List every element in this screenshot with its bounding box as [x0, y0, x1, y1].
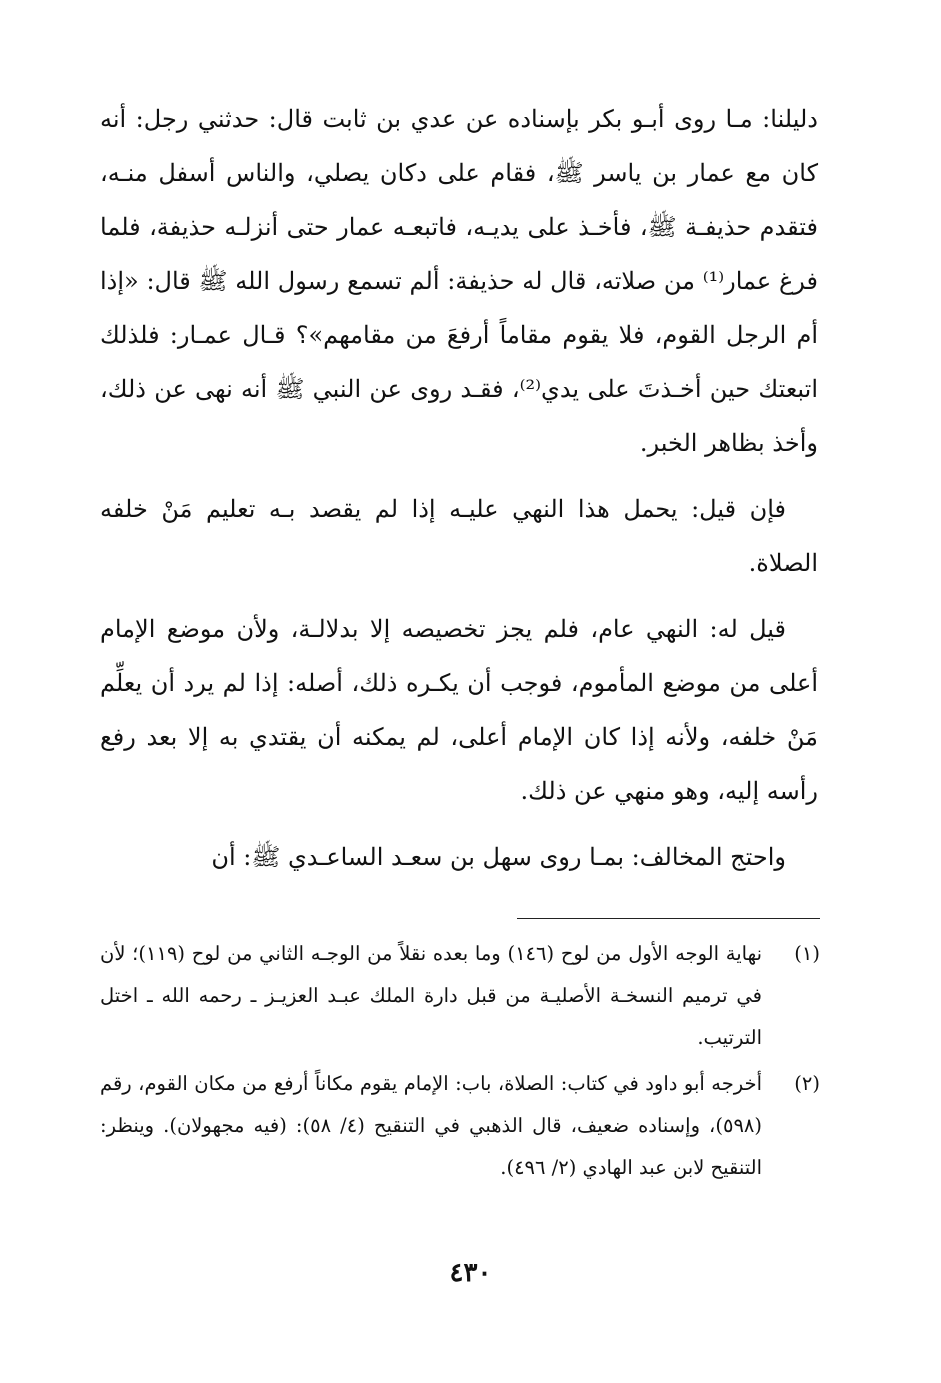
paragraph-evidence: دليلنا: مـا روى أبـو بكر بإسناده عن عدي بن ثابت قال: حدثني رجل: أنه كان مع عمار بن ياسر ﷺ، فقام على دكان يصلي، والناس أسفل منـه، فتقدم حذيفـة ﷺ، فأخـذ على يديـه، فاتبعـه عمار حتى أنزلـه حذيفة، فلما فرغ عمار⁽¹⁾ من صلاته، قال له حذيفة: ألم تسمع رسول الله ﷺ قال: «إذا أم الرجل القوم، فلا يقوم مقاماً أرفعَ من مقامهم»؟ قـال عمـار: فلذلك اتبعتك حين أخـذتَ على يدي⁽²⁾، فقـد روى عن النبي ﷺ أنه نهى عن ذلك، وأخذ بظاهر الخبر.	[100, 105, 819, 457]
footnote-number: (١)	[794, 942, 820, 965]
paragraph-reply: قيل له: النهي عام، فلم يجز تخصيصه إلا بدلالـة، ولأن موضع الإمام أعلى من موضع المأموم، فوجب أن يكـره ذلك، أصله: إذا لم يرد أن يعلِّم مَنْ خلفه، ولأنه إذا كان الإمام أعلى، لم يمكنه أن يقتدي به إلا بعد رفع رأسه إليه، وهو منهي عن ذلك.	[100, 615, 818, 805]
footnote-text: أخرجه أبو داود في كتاب: الصلاة، باب: الإمام يقوم مكاناً أرفع من مكان القوم، رقم (٥٩٨)، وإسناده ضعيف، قال الذهبي في التنقيح (٤/ ٥٨): (فيه مجهولان). وينظر: التنقيح لابن عبد الهادي (٢/ ٤٩٦).	[100, 1072, 762, 1179]
page-number: ٤٣٠	[449, 1258, 492, 1288]
footnotes	[100, 933, 820, 1193]
main-text	[100, 92, 818, 884]
footnote-text: نهاية الوجه الأول من لوح (١٤٦) وما بعده نقلاً من الوجـه الثاني من لوح (١١٩)؛ لأن في ترميم النسخـة الأصليـة من قبل دارة الملك عبـد العزيـز ـ رحمه الله ـ اختل الترتيب.	[100, 942, 763, 1049]
footnote-2	[100, 1063, 820, 1189]
footnote-1	[100, 933, 820, 1059]
footnote-separator	[517, 918, 820, 919]
paragraph-opponent-argument: واحتج المخالف: بمـا روى سهل بن سعـد الساعـدي ﷺ: أن	[211, 843, 786, 871]
paragraph-objection: فإن قيل: يحمل هذا النهي عليـه إذا لم يقصد بـه تعليم مَنْ خلفه الصلاة.	[100, 495, 818, 577]
footnote-number: (٢)	[794, 1072, 820, 1095]
